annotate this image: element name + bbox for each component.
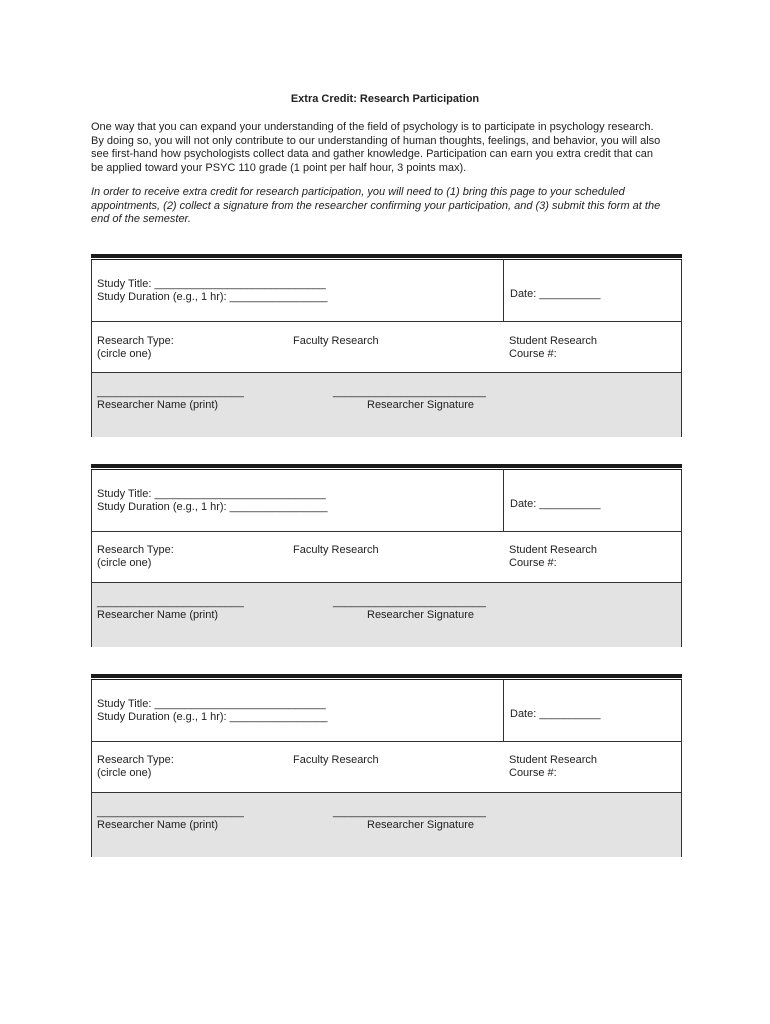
researcher-name-line[interactable]: ________________________: [97, 596, 244, 608]
form-top-rule: [91, 254, 682, 258]
date-divider: [503, 680, 504, 741]
course-number-field[interactable]: Course #:: [509, 557, 557, 569]
faculty-research-option[interactable]: Faculty Research: [293, 544, 379, 556]
instruction-line: In order to receive extra credit for research participation, you will need to (1) bring this page to your scheduled: [91, 186, 625, 198]
faculty-research-option[interactable]: Faculty Research: [293, 754, 379, 766]
study-title-field[interactable]: Study Title: ____________________________: [97, 278, 326, 290]
student-research-option[interactable]: Student Research: [509, 335, 598, 347]
row-divider: [92, 741, 681, 742]
researcher-name-line[interactable]: ________________________: [97, 386, 244, 398]
date-field[interactable]: Date: __________: [510, 498, 601, 510]
instructions-paragraph: [91, 186, 683, 227]
form-top-rule: [91, 464, 682, 468]
intro-line: see first-hand how psychologists collect data and gather knowledge. Participation can earn you extra credit that can: [91, 148, 653, 160]
form-top-rule: [91, 674, 682, 678]
row-divider: [92, 531, 681, 532]
researcher-signature-line[interactable]: _________________________: [333, 386, 486, 398]
student-research-option[interactable]: Student Research: [509, 754, 598, 766]
study-duration-field[interactable]: Study Duration (e.g., 1 hr): ________________: [97, 501, 328, 513]
intro-line: One way that you can expand your understanding of the field of psychology is to participate in psychology research.: [91, 121, 654, 133]
researcher-signature-line[interactable]: _________________________: [333, 806, 486, 818]
research-type-label: Research Type:: [97, 335, 174, 347]
participation-form-3: [91, 674, 682, 858]
circle-one-hint: (circle one): [97, 557, 152, 569]
instruction-line: end of the semester.: [91, 213, 191, 225]
course-number-field[interactable]: Course #:: [509, 348, 557, 360]
course-number-field[interactable]: Course #:: [509, 767, 557, 779]
instruction-line: appointments, (2) collect a signature from the researcher confirming your participation, and (3) submit this form at the: [91, 199, 661, 212]
circle-one-hint: (circle one): [97, 348, 152, 360]
date-divider: [503, 260, 504, 321]
researcher-signature-line[interactable]: _________________________: [333, 596, 486, 608]
intro-line: By doing so, you will not only contribute to our understanding of human thoughts, feelings, and behavior, you will also: [91, 134, 661, 147]
researcher-name-line[interactable]: ________________________: [97, 806, 244, 818]
research-type-label: Research Type:: [97, 754, 174, 766]
circle-one-hint: (circle one): [97, 767, 152, 779]
intro-paragraph: [91, 121, 681, 175]
researcher-signature-label: Researcher Signature: [367, 399, 475, 411]
date-divider: [503, 470, 504, 531]
study-duration-field[interactable]: Study Duration (e.g., 1 hr): ________________: [97, 711, 328, 723]
date-field[interactable]: Date: __________: [510, 288, 601, 300]
study-title-field[interactable]: Study Title: ____________________________: [97, 488, 326, 500]
researcher-signature-label: Researcher Signature: [367, 609, 475, 621]
row-divider: [92, 321, 681, 322]
intro-line: be applied toward your PSYC 110 grade (1 point per half hour, 3 points max).: [91, 161, 467, 174]
date-field[interactable]: Date: __________: [510, 708, 601, 720]
participation-form-2: [91, 464, 682, 648]
researcher-signature-label: Researcher Signature: [367, 819, 475, 831]
participation-form-1: [91, 254, 682, 438]
researcher-name-label: Researcher Name (print): [97, 609, 219, 621]
document-title: Extra Credit: Research Participation: [290, 93, 480, 105]
student-research-option[interactable]: Student Research: [509, 544, 598, 556]
faculty-research-option[interactable]: Faculty Research: [293, 335, 379, 347]
researcher-name-label: Researcher Name (print): [97, 399, 219, 411]
study-duration-field[interactable]: Study Duration (e.g., 1 hr): ________________: [97, 291, 328, 303]
researcher-name-label: Researcher Name (print): [97, 819, 219, 831]
research-type-label: Research Type:: [97, 544, 174, 556]
study-title-field[interactable]: Study Title: ____________________________: [97, 698, 326, 710]
